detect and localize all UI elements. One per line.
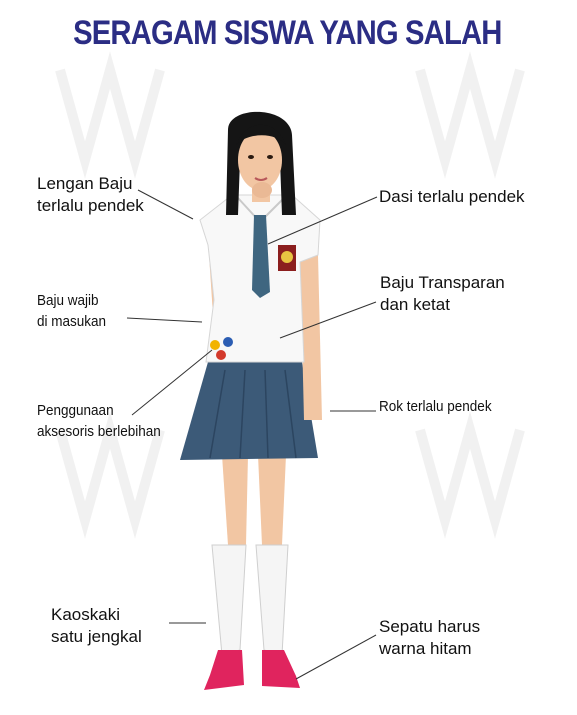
label-sepatu-line1: Sepatu harus (379, 617, 481, 636)
label-lengan-line2: terlalu pendek (37, 196, 144, 215)
label-baju-transparan (380, 272, 505, 316)
label-sepatu-line2: warna hitam (379, 639, 472, 658)
skirt (180, 362, 318, 460)
label-kaoskaki (51, 604, 142, 648)
leader-lengan (138, 190, 193, 219)
label-kaoskaki-line2: satu jengkal (51, 627, 142, 646)
label-rok-line1: Rok terlalu pendek (379, 398, 492, 415)
shoes (204, 650, 300, 690)
leader-baju-wajib (127, 318, 202, 322)
label-baju-wajib-line2: di masukan (37, 313, 107, 330)
label-sepatu (379, 616, 480, 660)
label-transparan-line2: dan ketat (380, 295, 450, 314)
legs (222, 455, 286, 545)
head (226, 112, 296, 215)
label-aksesoris-line1: Penggunaan (37, 402, 114, 419)
label-baju-wajib (37, 290, 106, 332)
page-title: SERAGAM SISWA YANG SALAH (73, 14, 502, 52)
label-rok (379, 396, 492, 417)
label-transparan-line1: Baju Transparan (380, 273, 505, 292)
label-kaoskaki-line1: Kaoskaki (51, 605, 120, 624)
label-baju-wajib-line1: Baju wajib (37, 292, 99, 309)
label-lengan-line1: Lengan Baju (37, 174, 133, 193)
label-dasi (379, 186, 525, 208)
socks (212, 545, 288, 655)
label-dasi-line1: Dasi terlalu pendek (379, 187, 525, 206)
label-aksesoris-line2: aksesoris berlebihan (37, 423, 161, 440)
leader-sepatu (296, 635, 376, 679)
school-badge (278, 245, 296, 271)
label-lengan-baju (37, 173, 144, 217)
label-aksesoris (37, 400, 161, 442)
